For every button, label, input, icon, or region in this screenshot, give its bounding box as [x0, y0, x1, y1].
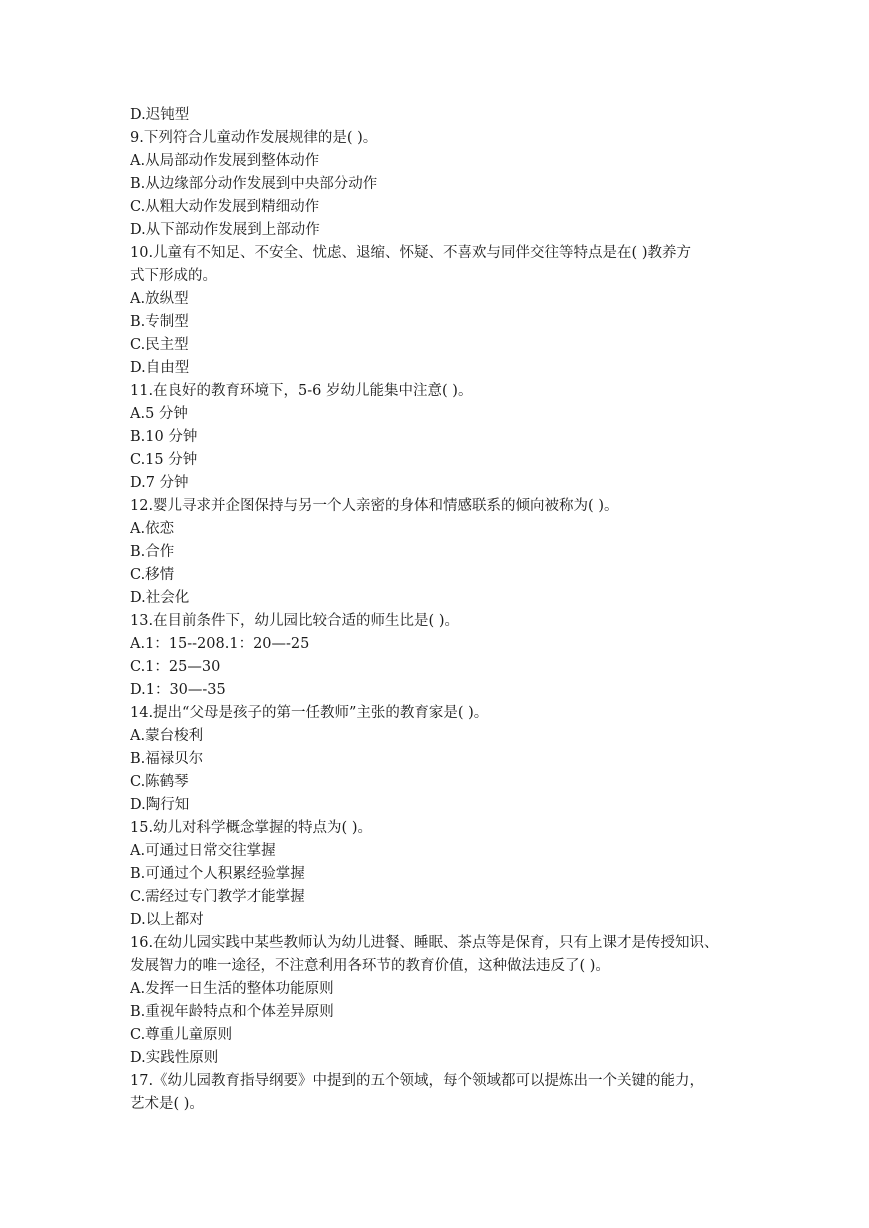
option-line: B.专制型 [130, 314, 189, 330]
option-line: D.以上都对 [130, 912, 204, 928]
option-line: B.重视年龄特点和个体差异原则 [130, 1004, 334, 1020]
option-line: A.放纵型 [130, 291, 189, 307]
question-line: 17.《幼儿园教育指导纲要》中提到的五个领域，每个领域都可以提炼出一个关键的能力， [130, 1073, 705, 1089]
option-line: B.从边缘部分动作发展到中央部分动作 [130, 176, 378, 192]
option-line: D.迟钝型 [130, 107, 190, 123]
question-line: 16.在幼儿园实践中某些教师认为幼儿进餐、睡眠、茶点等是保育，只有上课才是传授知识、 [130, 935, 719, 951]
question-line: 9.下列符合儿童动作发展规律的是( )。 [130, 130, 378, 146]
question-line: 10.儿童有不知足、不安全、忧虑、退缩、怀疑、不喜欢与同伴交往等特点是在( )教养方 [130, 245, 691, 261]
option-line: B.可通过个人积累经验掌握 [130, 866, 305, 882]
question-line: 12.婴儿寻求并企图保持与另一个人亲密的身体和情感联系的倾向被称为( )。 [130, 498, 619, 514]
option-line: C.1：25—30 [130, 659, 221, 675]
option-line: C.民主型 [130, 337, 189, 353]
document-body [130, 104, 740, 1116]
option-line: C.陈鹤琴 [130, 774, 189, 790]
option-line: D.1：30—-35 [130, 682, 226, 698]
option-line: C.需经过专门教学才能掌握 [130, 889, 305, 905]
question-line-continued: 式下形成的。 [130, 268, 217, 284]
option-line: D.社会化 [130, 590, 190, 606]
option-line: D.从下部动作发展到上部动作 [130, 222, 320, 238]
question-line: 13.在目前条件下，幼儿园比较合适的师生比是( )。 [130, 613, 459, 629]
option-line: A.蒙台梭利 [130, 728, 204, 744]
option-line: C.从粗大动作发展到精细动作 [130, 199, 320, 215]
option-line: B.福禄贝尔 [130, 751, 204, 767]
question-line-continued: 艺术是( )。 [130, 1096, 204, 1112]
option-line: D.陶行知 [130, 797, 190, 813]
question-line: 14.提出“父母是孩子的第一任教师”主张的教育家是( )。 [130, 705, 489, 721]
option-line: A.可通过日常交往掌握 [130, 843, 276, 859]
option-line: C.移情 [130, 567, 175, 583]
question-line-continued: 发展智力的唯一途径，不注意利用各环节的教育价值，这种做法违反了( )。 [130, 958, 610, 974]
option-line: A.5 分钟 [130, 406, 188, 422]
option-line: C.尊重儿童原则 [130, 1027, 233, 1043]
question-line: 11.在良好的教育环境下，5-6 岁幼儿能集中注意( )。 [130, 383, 473, 399]
option-line: D.7 分钟 [130, 475, 189, 491]
option-line: D.自由型 [130, 360, 190, 376]
option-line: A.依恋 [130, 521, 175, 537]
question-line: 15.幼儿对科学概念掌握的特点为( )。 [130, 820, 372, 836]
option-line: D.实践性原则 [130, 1050, 219, 1066]
option-line: A.1：15--208.1：20—-25 [130, 636, 310, 652]
option-line: A.发挥一日生活的整体功能原则 [130, 981, 334, 997]
option-line: B.合作 [130, 544, 175, 560]
option-line: C.15 分钟 [130, 452, 198, 468]
option-line: A.从局部动作发展到整体动作 [130, 153, 320, 169]
option-line: B.10 分钟 [130, 429, 198, 445]
